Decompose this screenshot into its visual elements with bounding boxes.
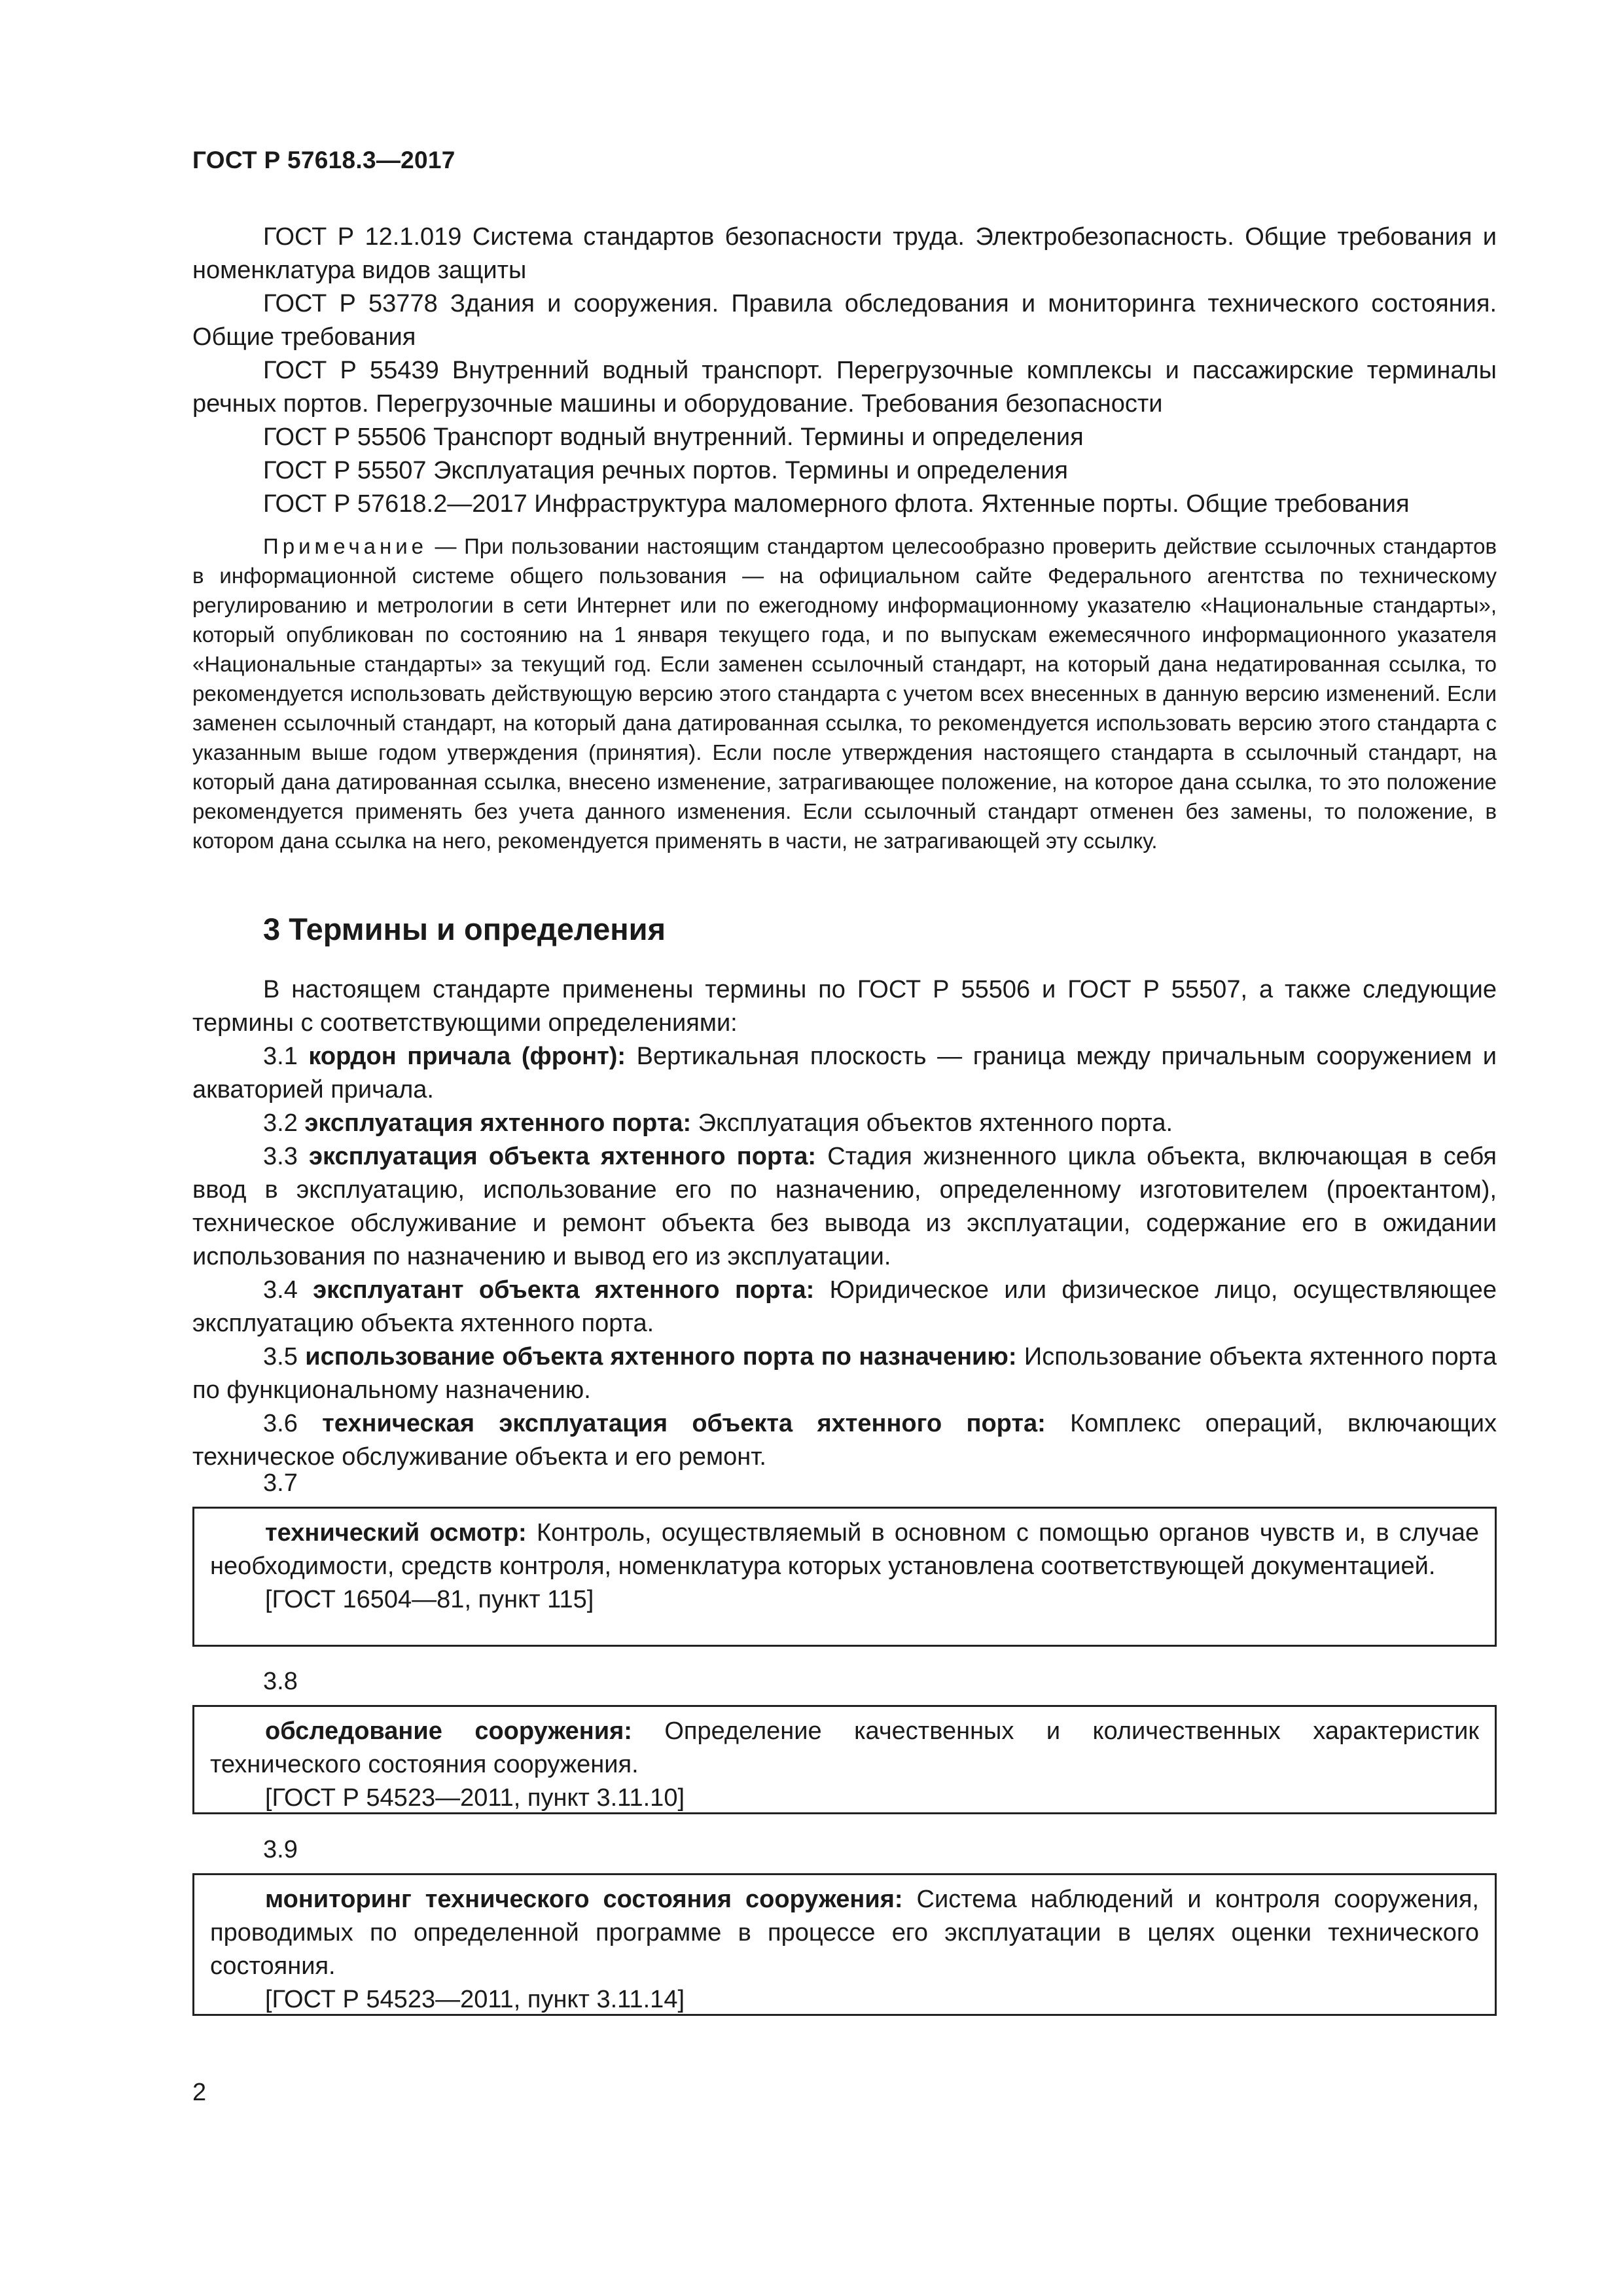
term-number: 3.3 — [263, 1143, 298, 1170]
reference-item: ГОСТ Р 55439 Внутренний водный транспорт. Перегрузочные комплексы и пассажирские терминалы речных портов. Перегрузочные машины и оборудование. Требования безопасности — [192, 357, 1497, 418]
term-name: эксплуатант объекта яхтенного порта: — [313, 1276, 815, 1304]
term-entry — [192, 1340, 1497, 1407]
normative-references — [192, 221, 1497, 521]
term-name: эксплуатация яхтенного порта: — [304, 1109, 692, 1137]
term-name: эксплуатация объекта яхтенного порта: — [309, 1143, 817, 1170]
term-number: 3.5 — [263, 1343, 298, 1371]
term-definition: Контроль, осуществляемый в основном с помощью органов чувств и, в случае необходимости, средств контроля, номенклатура которых установлена соответствующей документацией. — [210, 1519, 1480, 1580]
term-name: обследование сооружения: — [265, 1717, 632, 1745]
term-definition: Вертикальная плоскость — граница между причальным сооружением и акваторией причала. — [192, 1043, 1497, 1103]
term-entry — [192, 1107, 1497, 1140]
term-number: 3.6 — [263, 1410, 298, 1437]
page-header-standard: ГОСТ Р 57618.3—2017 — [192, 147, 455, 173]
term-number: 3.2 — [263, 1109, 298, 1137]
term-definition: Эксплуатация объектов яхтенного порта. — [691, 1109, 1173, 1137]
term-number: 3.4 — [263, 1276, 298, 1304]
term-entry — [210, 1883, 1479, 1983]
term-name: мониторинг технического состояния сооружения: — [265, 1886, 903, 1913]
reference-item: ГОСТ Р 12.1.019 Система стандартов безопасности труда. Электробезопасность. Общие требования и номенклатура видов защиты — [192, 223, 1497, 284]
term-source-reference: [ГОСТ Р 54523—2011, пункт 3.11.10] — [265, 1784, 685, 1812]
reference-item: ГОСТ Р 53778 Здания и сооружения. Правила обследования и мониторинга технического состояния. Общие требования — [192, 290, 1497, 351]
term-entry — [192, 1140, 1497, 1274]
note-block — [192, 531, 1497, 855]
reference-item: ГОСТ Р 55507 Эксплуатация речных портов. Термины и определения — [263, 457, 1069, 484]
term-name: технический осмотр: — [265, 1519, 527, 1547]
boxed-term — [192, 1705, 1497, 1814]
term-number: 3.8 — [263, 1668, 298, 1695]
reference-item: ГОСТ Р 55506 Транспорт водный внутренний. Термины и определения — [263, 423, 1084, 451]
term-number: 3.7 — [263, 1469, 298, 1497]
note-paragraph — [192, 531, 1497, 855]
term-name: использование объекта яхтенного порта по назначению: — [305, 1343, 1017, 1371]
page-number: 2 — [192, 2079, 207, 2106]
term-definition: Система наблюдений и контроля сооружения, проводимых по определенной программе в процессе его эксплуатации в целях оценки технического состояния. — [210, 1886, 1479, 1980]
term-definition: Юридическое или физическое лицо, осуществляющее эксплуатацию объекта яхтенного порта. — [192, 1276, 1497, 1337]
note-text: — При пользовании настоящим стандартом целесообразно проверить действие ссылочных стандартов в информационной системе общего пользования — на официальном сайте Федерального агентства по техническому регулированию и метрологии в сети Интернет или по ежегодному информационному указателю «Национальные стандарты», который опубликован по состоянию на 1 января текущего года, и по выпускам ежемесячного информационного указателя «Национальные стандарты» за текущий год. Если заменен ссылочный стандарт, на который дана недатированная ссылка, то рекомендуется использовать действующую версию этого стандарта с учетом всех внесенных в данную версию изменений. Если заменен ссылочный стандарт, на который дана датированная ссылка, то рекомендуется использовать версию этого стандарта с указанным выше годом утверждения (принятия). Если после утверждения настоящего стандарта в ссылочный стандарт, на который дана датированная ссылка, внесено изменение, затрагивающее положение, на которое дана ссылка, то это положение рекомендуется применять без учета данного изменения. Если ссылочный стандарт отменен без замены, то положение, в котором дана ссылка на него, рекомендуется применять в части, не затрагивающей эту ссылку. — [192, 534, 1497, 853]
term-source-reference: [ГОСТ 16504—81, пункт 115] — [265, 1586, 594, 1613]
term-name: техническая эксплуатация объекта яхтенного порта: — [322, 1410, 1046, 1437]
reference-item: ГОСТ Р 57618.2—2017 Инфраструктура маломерного флота. Яхтенные порты. Общие требования — [263, 490, 1410, 518]
term-name: кордон причала (фронт): — [308, 1043, 626, 1070]
term-definition: Стадия жизненного цикла объекта, включающая в себя ввод в эксплуатацию, использование его по назначению, определенному изготовителем (проектантом), техническое обслуживание и ремонт объекта без вывода из эксплуатации, содержание его в ожидании использования по назначению и вывод его из эксплуатации. — [192, 1143, 1497, 1270]
term-entry — [192, 1274, 1497, 1340]
section-intro: В настоящем стандарте применены термины по ГОСТ Р 55506 и ГОСТ Р 55507, а также следующие термины с соответствующими определениями: — [192, 976, 1497, 1037]
term-definition: Комплекс операций, включающих техническое обслуживание объекта и его ремонт. — [192, 1410, 1497, 1471]
boxed-term — [192, 1507, 1497, 1647]
term-number: 3.9 — [263, 1836, 298, 1863]
note-label: Примечание — [263, 534, 428, 558]
term-number: 3.1 — [263, 1043, 298, 1070]
term-entry — [210, 1715, 1479, 1782]
term-entry — [192, 1040, 1497, 1107]
boxed-term — [192, 1873, 1497, 2016]
term-entry — [210, 1516, 1479, 1583]
section-title: 3 Термины и определения — [263, 912, 666, 946]
term-source-reference: [ГОСТ Р 54523—2011, пункт 3.11.14] — [265, 1986, 685, 2013]
term-entry — [192, 1407, 1497, 1474]
term-definition: Использование объекта яхтенного порта по функциональному назначению. — [192, 1343, 1497, 1404]
term-definition: Определение качественных и количественных характеристик технического состояния сооружения. — [210, 1717, 1479, 1778]
terms-list — [192, 973, 1497, 1474]
